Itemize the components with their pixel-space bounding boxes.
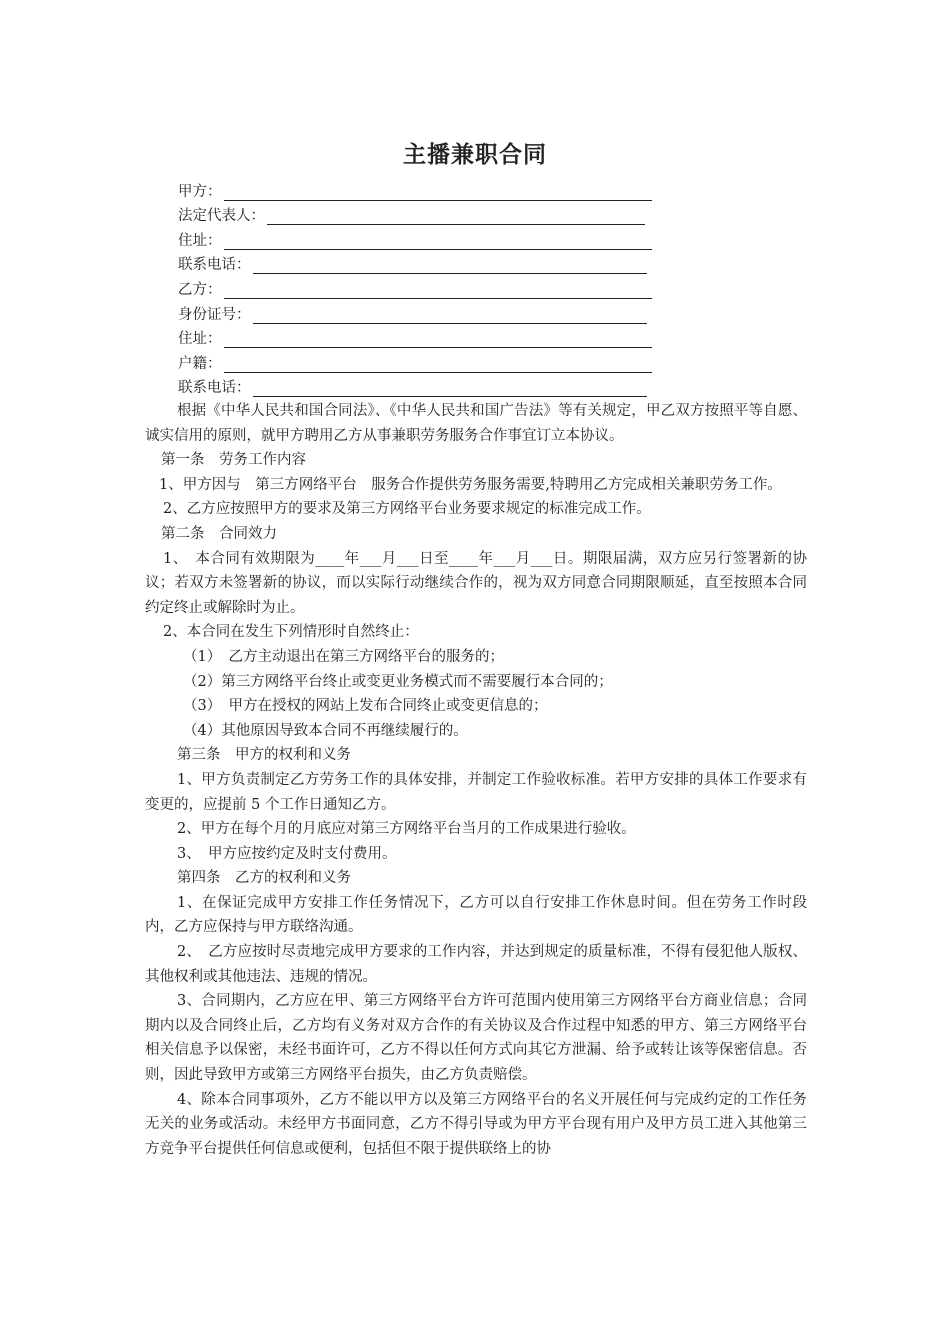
clause: 3、 甲方应按约定及时支付费用。 [177, 845, 397, 862]
fill-line [267, 206, 645, 225]
clause: 1、在保证完成甲方安排工作任务情况下，乙方可以自行安排工作休息时间。但在劳务工作时段内，乙方应保持与甲方联络沟通。 [145, 894, 807, 936]
field-id-number: 身份证号： [178, 299, 652, 324]
contract-body [145, 399, 807, 1161]
article-heading: 第三条 甲方的权利和义务 [177, 747, 351, 764]
fill-line [224, 182, 652, 201]
field-address-a: 住址： [178, 225, 652, 250]
field-household: 户籍： [178, 348, 652, 373]
contract-title: 主播兼职合同 [403, 141, 547, 168]
field-party-a: 甲方： [178, 176, 652, 201]
clause: 1、甲方负责制定乙方劳务工作的具体安排，并制定工作验收标准。若甲方安排的具体工作要求有变更的，应提前 5 个工作日通知乙方。 [145, 771, 807, 813]
clause: 3、合同期内，乙方应在甲、第三方网络平台方许可范围内使用第三方网络平台方商业信息；合同期内以及合同终止后，乙方均有义务对双方合作的有关协议及合作过程中知悉的甲方、第三方网络平台相关信息予以保密，未经书面许可，乙方不得以任何方式向其它方泄漏、给予或转让该等保密信息。否则，因此导致甲方或第三方网络平台损失，由乙方负责赔偿。 [145, 993, 807, 1084]
article-heading: 第四条 乙方的权利和义务 [177, 870, 351, 887]
sub-clause: （2）第三方网络平台终止或变更业务模式而不需要履行本合同的； [183, 673, 613, 690]
party-info-fields [178, 176, 652, 397]
clause: 2、甲方在每个月的月底应对第三方网络平台当月的工作成果进行验收。 [177, 821, 636, 838]
fill-line [224, 354, 652, 373]
article-heading: 第二条 合同效力 [161, 525, 277, 542]
sub-clause: （3） 甲方在授权的网站上发布合同终止或变更信息的； [183, 698, 548, 715]
fill-line [224, 329, 652, 348]
article-heading: 第一条 劳务工作内容 [161, 452, 306, 469]
fill-line [253, 378, 647, 397]
fill-line [253, 255, 647, 274]
field-legal-rep: 法定代表人： [178, 201, 652, 226]
clause: 1、 本合同有效期限为____年___月___日至____年___月___日。期限届满，双方应另行签署新的协议；若双方未签署新的协议，而以实际行动继续合作的，视为双方同意合同期限顺延，直至按照本合同约定终止或解除时为止。 [145, 550, 807, 616]
clause: 1、甲方因与 第三方网络平台 服务合作提供劳务服务需要,特聘用乙方完成相关兼职劳务工作。 [159, 476, 782, 493]
field-phone-b: 联系电话： [178, 373, 652, 398]
clause: 4、除本合同事项外，乙方不能以甲方以及第三方网络平台的名义开展任何与完成约定的工作任务无关的业务或活动。未经甲方书面同意，乙方不得引导或为甲方平台现有用户及甲方员工进入其他第三方竞争平台提供任何信息或便利，包括但不限于提供联络上的协 [145, 1091, 807, 1157]
sub-clause: （1） 乙方主动退出在第三方网络平台的服务的； [183, 648, 504, 665]
field-address-b: 住址： [178, 324, 652, 349]
field-phone-a: 联系电话： [178, 250, 652, 275]
fill-line [253, 305, 647, 324]
clause: 2、 乙方应按时尽责地完成甲方要求的工作内容，并达到规定的质量标准，不得有侵犯他人版权、其他权利或其他违法、违规的情况。 [145, 944, 807, 985]
clause: 2、乙方应按照甲方的要求及第三方网络平台业务要求规定的标准完成工作。 [163, 501, 651, 518]
preamble: 根据《中华人民共和国合同法》、《中华人民共和国广告法》等有关规定，甲乙双方按照平等自愿、诚实信用的原则，就甲方聘用乙方从事兼职劳务服务合作事宜订立本协议。 [145, 403, 807, 444]
sub-clause: （4）其他原因导致本合同不再继续履行的。 [183, 722, 468, 739]
field-party-b: 乙方： [178, 274, 652, 299]
fill-line [224, 231, 652, 250]
clause: 2、本合同在发生下列情形时自然终止： [163, 624, 419, 641]
fill-line [224, 280, 652, 299]
